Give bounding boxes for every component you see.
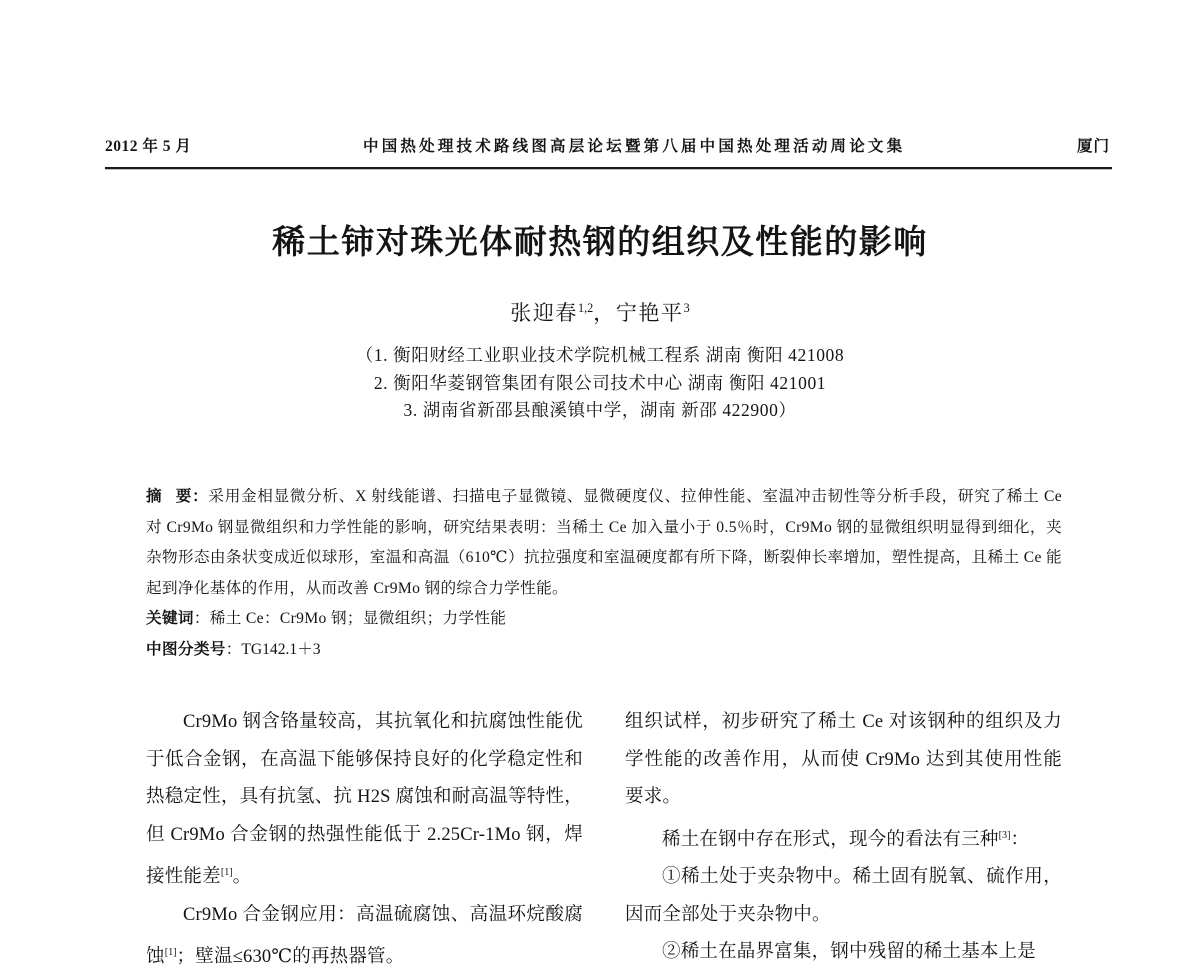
body-paragraph [625, 704, 1062, 817]
abstract-label-colon: ： [192, 488, 209, 505]
affiliation-line: 3. 湖南省新邵县酿溪镇中学，湖南 新邵 422900） [403, 400, 797, 420]
body-column-left [146, 704, 583, 977]
page-title: 稀土铈对珠光体耐热钢的组织及性能的影响 [272, 225, 928, 261]
clc-value: ：TG142.1＋3 [225, 640, 321, 658]
body-paragraph [146, 704, 583, 897]
clc-label: 中图分类号 [146, 640, 226, 658]
body-paragraph [625, 859, 1062, 934]
body-paragraph [625, 934, 1062, 972]
reference-marker: [3] [998, 829, 1011, 841]
author-affiliation-marker-2: 3 [683, 301, 690, 315]
running-head-place: 厦门 [1076, 138, 1110, 155]
running-head-date: 2012 年 5 月 [105, 138, 192, 155]
running-head-title: 中国热处理技术路线图高层论坛暨第八届中国热处理活动周论文集 [363, 138, 906, 155]
clc-number-line [146, 635, 1062, 666]
reference-marker: [1] [164, 947, 177, 959]
abstract-label-char-1: 摘 [146, 488, 163, 505]
author-affiliation-marker-1: 1,2 [578, 301, 594, 315]
author-name-1: 张迎春 [510, 301, 579, 325]
abstract-paragraph [146, 482, 1062, 604]
body-text: 组织试样，初步研究了稀土 Ce 对该钢种的组织及力学性能的改善作用，从而使 Cr9Mo 达到其使用性能要求。 [625, 712, 1062, 807]
reference-marker: [1] [220, 867, 233, 878]
author-separator: ， [593, 301, 616, 325]
abstract-label [146, 488, 208, 505]
body-text: ；壁温≤630℃的再热器管。 [176, 947, 405, 968]
affiliation-line: （1. 衡阳财经工业职业技术学院机械工程系 湖南 衡阳 421008 [355, 345, 845, 365]
body-text: ： [1010, 829, 1030, 850]
author-line [0, 297, 1200, 327]
body-paragraph [625, 817, 1062, 860]
keywords-label: 关键词 [146, 610, 194, 627]
body-column-right [625, 704, 1062, 972]
body-text: 。 [232, 867, 252, 888]
body-text: ①稀土处于夹杂物中。稀土固有脱氧、硫作用，因而全部处于夹杂物中。 [625, 867, 1062, 925]
keywords-text: ：稀土 Ce：Cr9Mo 钢；显微组织；力学性能 [193, 610, 507, 627]
affiliation-block [0, 342, 1200, 425]
keywords-line [146, 604, 1062, 635]
abstract-text: 采用金相显微分析、X 射线能谱、扫描电子显微镜、显微硬度仪、拉伸性能、室温冲击韧性等分析手段，研究了稀土 Ce 对 Cr9Mo 钢显微组织和力学性能的影响，研究结果表明：当稀土 Ce 加入量小于 0.5％时，Cr9Mo 钢的显微组织明显得到细化，夹杂物形态由条状变成近似球形，室温和高温（610℃）抗拉强度和室温硬度都有所下降，断裂伸长率增加，塑性提高，且稀土 Ce 能起到净化基体的作用，从而改善 Cr9Mo 钢的综合力学性能。 [146, 488, 1063, 597]
body-paragraph [146, 897, 583, 977]
affiliation-line: 2. 衡阳华菱钢管集团有限公司技术中心 湖南 衡阳 421001 [373, 372, 827, 393]
body-text: Cr9Mo 合金钢应用：高温硫腐蚀、高温环烷酸腐蚀 [146, 904, 583, 968]
header-divider-rule [105, 167, 1112, 169]
body-text: 稀土在钢中存在形式，现今的看法有三种 [662, 829, 999, 850]
body-text: ②稀土在晶界富集，钢中残留的稀土基本上是 [662, 942, 1037, 963]
body-columns [146, 704, 1062, 968]
running-head [105, 130, 1110, 156]
abstract-label-char-2: 要 [175, 488, 193, 505]
abstract-block [146, 482, 1062, 665]
author-name-2: 宁艳平 [615, 301, 684, 325]
body-text: Cr9Mo 钢含铬量较高，其抗氧化和抗腐蚀性能优于低合金钢，在高温下能够保持良好的化学稳定性和热稳定性，具有抗氢、抗 H2S 腐蚀和耐高温等特性，但 Cr9Mo 合金钢的热强性能低于 2.25Cr-1Mo 钢，焊接性能差 [146, 712, 583, 888]
